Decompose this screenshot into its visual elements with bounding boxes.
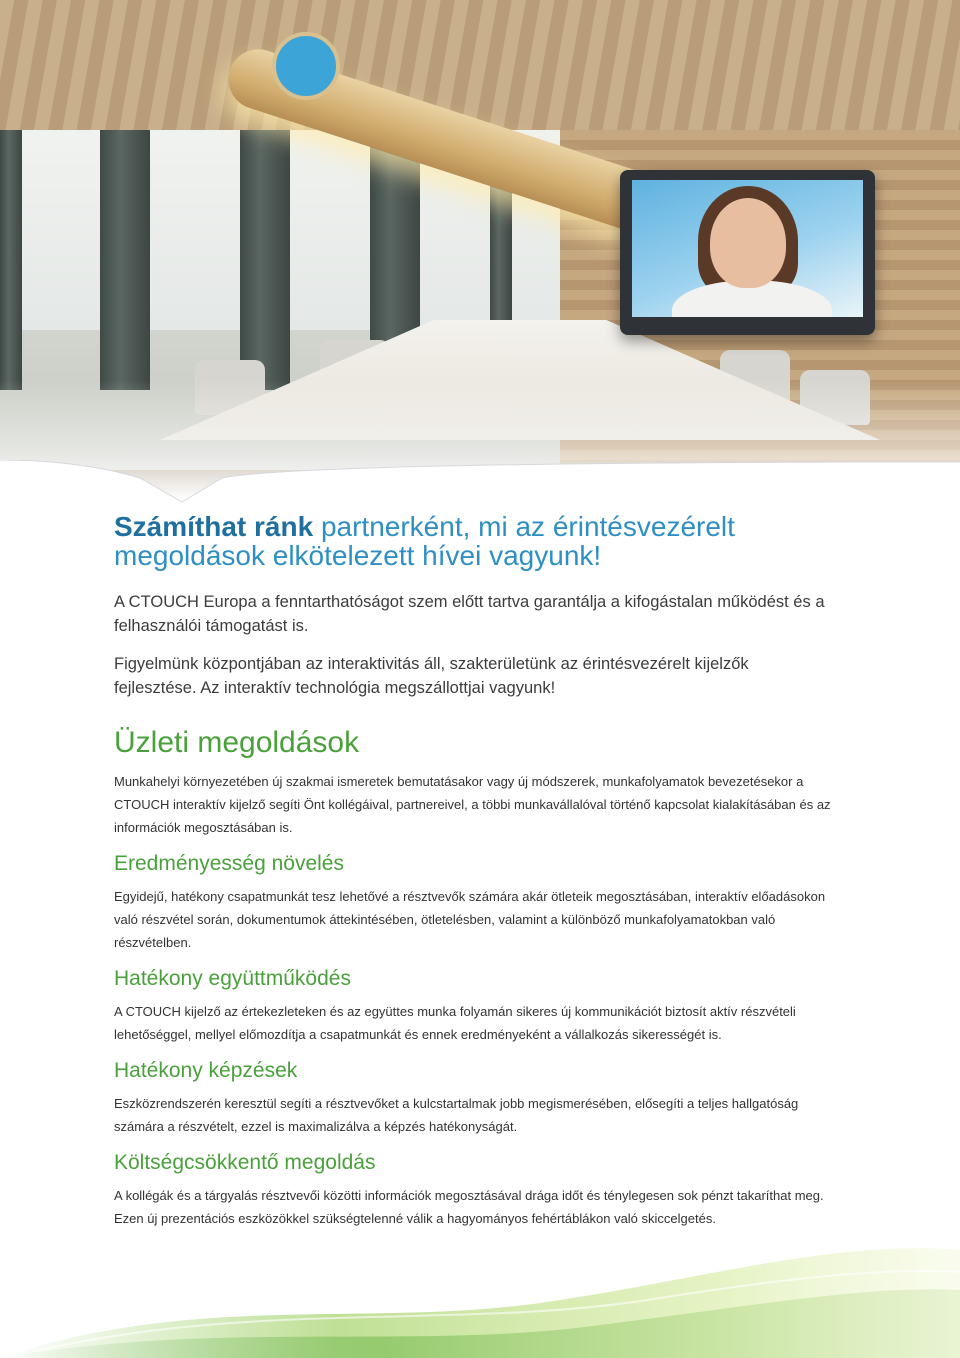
section-text: Egyidejű, hatékony csapatmunkát tesz lehetővé a résztvevők számára akár ötleteik megosztásában, interaktív előadásokon való részvétel során, dokumentumok áttekintésében, ötletelésben, valamint a különböző munkafolyamatokban való részvételben.: [114, 889, 826, 950]
section-text: A kollégák és a tárgyalás résztvevői közötti információk megosztásával drága időt és ténylegesen sok pénzt takaríthat meg. Ezen új prezentációs eszközökkel szükségtelenné válik a hagyományos fehértáblákon való skiccelgetés.: [114, 1188, 824, 1226]
window-pane: [20, 120, 106, 330]
section-title: Költségcsökkentő megoldás: [114, 1151, 376, 1174]
window-pane: [290, 120, 376, 330]
lead-heading-rest: partnerként, mi az érintésvezérelt: [313, 511, 735, 542]
main-section-title: Üzleti megoldások: [114, 726, 360, 759]
window-pane: [150, 120, 246, 330]
section-title: Hatékony együttműködés: [114, 967, 351, 990]
lead-heading-line2: megoldások elkötelezett hívei vagyunk!: [114, 540, 602, 571]
intro-paragraph: A CTOUCH Europa a fenntarthatóságot szem előtt tartva garantálja a kifogástalan működést és a felhasználói támogatást is.: [114, 593, 825, 635]
display-screen: [632, 180, 863, 317]
green-swirl-decoration: [0, 1180, 960, 1358]
section-title: Hatékony képzések: [114, 1059, 298, 1082]
section-text: A CTOUCH kijelző az értekezleteken és az együttes munka folyamán sikeres új kommunikációt biztosít aktív részvételi lehetőséggel, mellyel előmozdítja a csapatmunkát és ennek eredményeként a vállalkozás sikerességét is.: [114, 1004, 796, 1042]
lamp-cap: [272, 32, 340, 100]
hero-image: [0, 0, 960, 500]
lead-heading-strong: Számíthat ránk: [114, 511, 314, 542]
section-text: Eszközrendszerén keresztül segíti a résztvevőket a kulcstartalmak jobb megismerésében, elősegíti a teljes hallgatóság számára a részvételt, ezzel is maximalizálva a képzés hatékonyságát.: [114, 1096, 799, 1134]
interactive-display: [620, 170, 875, 335]
wooden-ceiling: [0, 0, 960, 130]
person-face: [710, 198, 786, 288]
section-title: Eredményesség növelés: [114, 852, 344, 875]
lead-heading: [114, 512, 834, 570]
main-section-text: Munkahelyi környezetében új szakmai ismeretek bemutatásakor vagy új módszerek, munkafolyamatok bevezetésekor a CTOUCH interaktív kijelző segíti Önt kollégáival, partnereivel, a többi munkavállalóval történő kapcsolat kialakításában és az információk megosztásában is.: [114, 774, 831, 835]
article-content: [114, 512, 834, 1230]
intro-paragraph: Figyelmünk központjában az interaktivitás áll, szakterületünk az érintésvezérelt kijelzők fejlesztése. Az interaktív technológia megszállottjai vagyunk!: [114, 655, 749, 697]
